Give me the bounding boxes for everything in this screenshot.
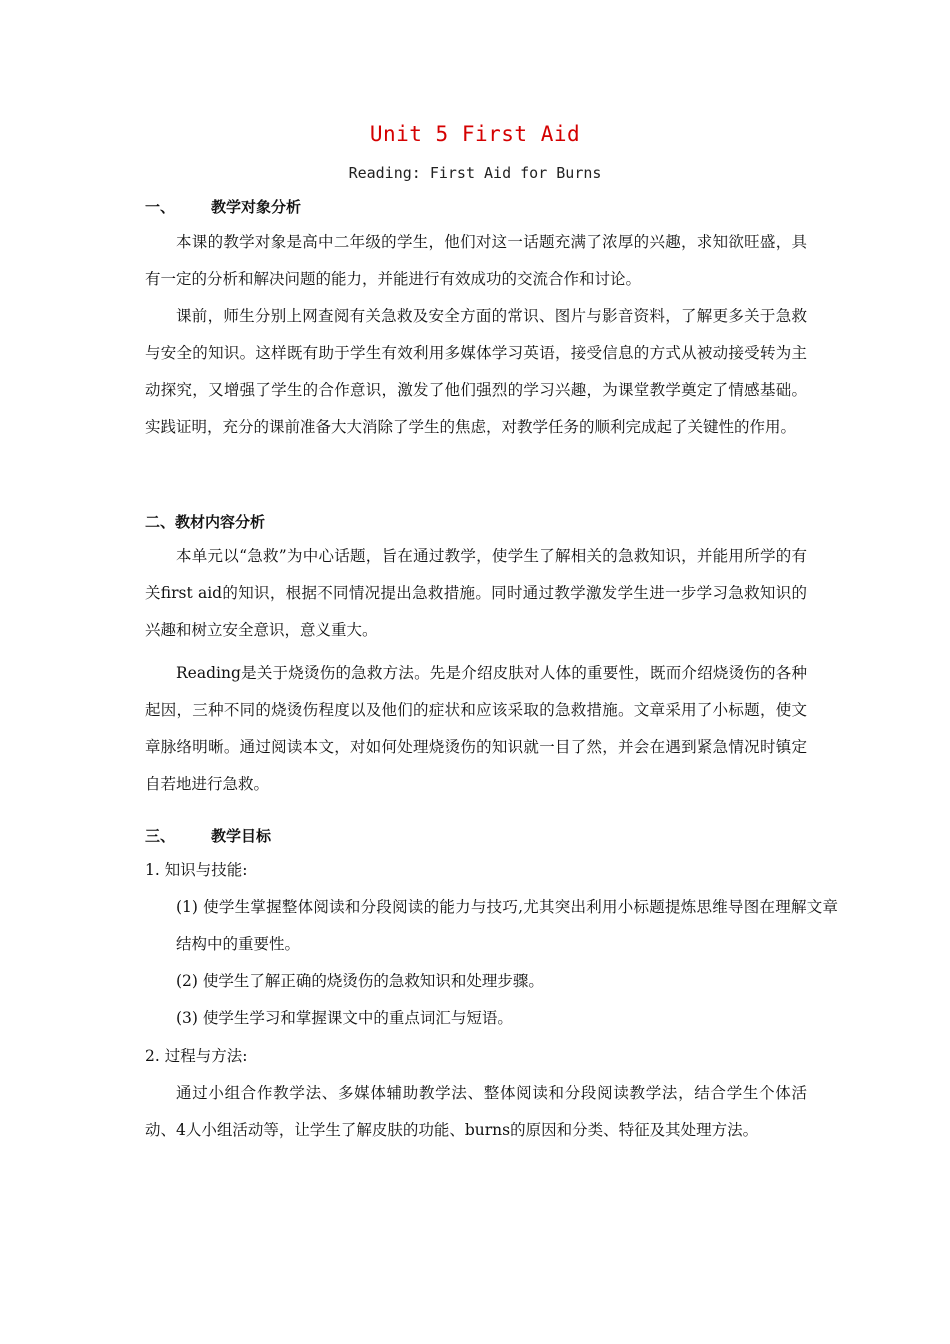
objective-1-sub-3: (3) 使学生学习和掌握课文中的重点词汇与短语。	[176, 1009, 513, 1027]
section1-paragraph-2: 课前，师生分别上网查阅有关急救及安全方面的常识、图片与影音资料，了解更多关于急救与安全的知识。这样既有助于学生有效利用多媒体学习英语，接受信息的方式从被动接受转为主动探究，又增强了学生的合作意识，激发了他们强烈的学习兴趣，为课堂教学奠定了情感基础。实践证明，充分的课前准备大大消除了学生的焦虑，对教学任务的顺利完成起了关键性的作用。	[145, 307, 807, 436]
section3-number: 三、	[145, 827, 176, 845]
objective-1-sub-2: (2) 使学生了解正确的烧烫伤的急救知识和处理步骤。	[176, 972, 544, 990]
section2-paragraph-2: Reading是关于烧烫伤的急救方法。先是介绍皮肤对人体的重要性，既而介绍烧烫伤的各种起因，三种不同的烧烫伤程度以及他们的症状和应该采取的急救措施。文章采用了小标题，使文章脉络明晰。通过阅读本文，对如何处理烧烫伤的知识就一目了然，并会在遇到紧急情况时镇定自若地进行急救。	[145, 664, 807, 793]
document-subtitle: Reading: First Aid for Burns	[348, 164, 602, 182]
objective-2-label: 2. 过程与方法:	[145, 1047, 248, 1065]
section3-title: 教学目标	[211, 827, 272, 845]
section2-heading: 二、教材内容分析	[145, 513, 266, 531]
objective-1-sub-1: (1) 使学生掌握整体阅读和分段阅读的能力与技巧,尤其突出利用小标题提炼思维导图在理解文章结构中的重要性。	[176, 898, 838, 953]
section1-title: 教学对象分析	[211, 198, 302, 216]
section1-paragraph-1: 本课的教学对象是高中二年级的学生，他们对这一话题充满了浓厚的兴趣，求知欲旺盛，具有一定的分析和解决问题的能力，并能进行有效成功的交流合作和讨论。	[145, 233, 807, 288]
document-title: Unit 5 First Aid	[369, 122, 581, 146]
objective-2-paragraph: 通过小组合作教学法、多媒体辅助教学法、整体阅读和分段阅读教学法，结合学生个体活动、4人小组活动等，让学生了解皮肤的功能、burns的原因和分类、特征及其处理方法。	[145, 1084, 807, 1139]
section3-heading	[145, 825, 807, 846]
section2-paragraph-1: 本单元以“急救”为中心话题，旨在通过教学，使学生了解相关的急救知识，并能用所学的有关first aid的知识，根据不同情况提出急救措施。同时通过教学激发学生进一步学习急救知识的兴趣和树立安全意识，意义重大。	[145, 547, 807, 639]
section1-number: 一、	[145, 198, 176, 216]
objective-1-label: 1. 知识与技能:	[145, 861, 248, 879]
section1-heading	[145, 196, 807, 217]
